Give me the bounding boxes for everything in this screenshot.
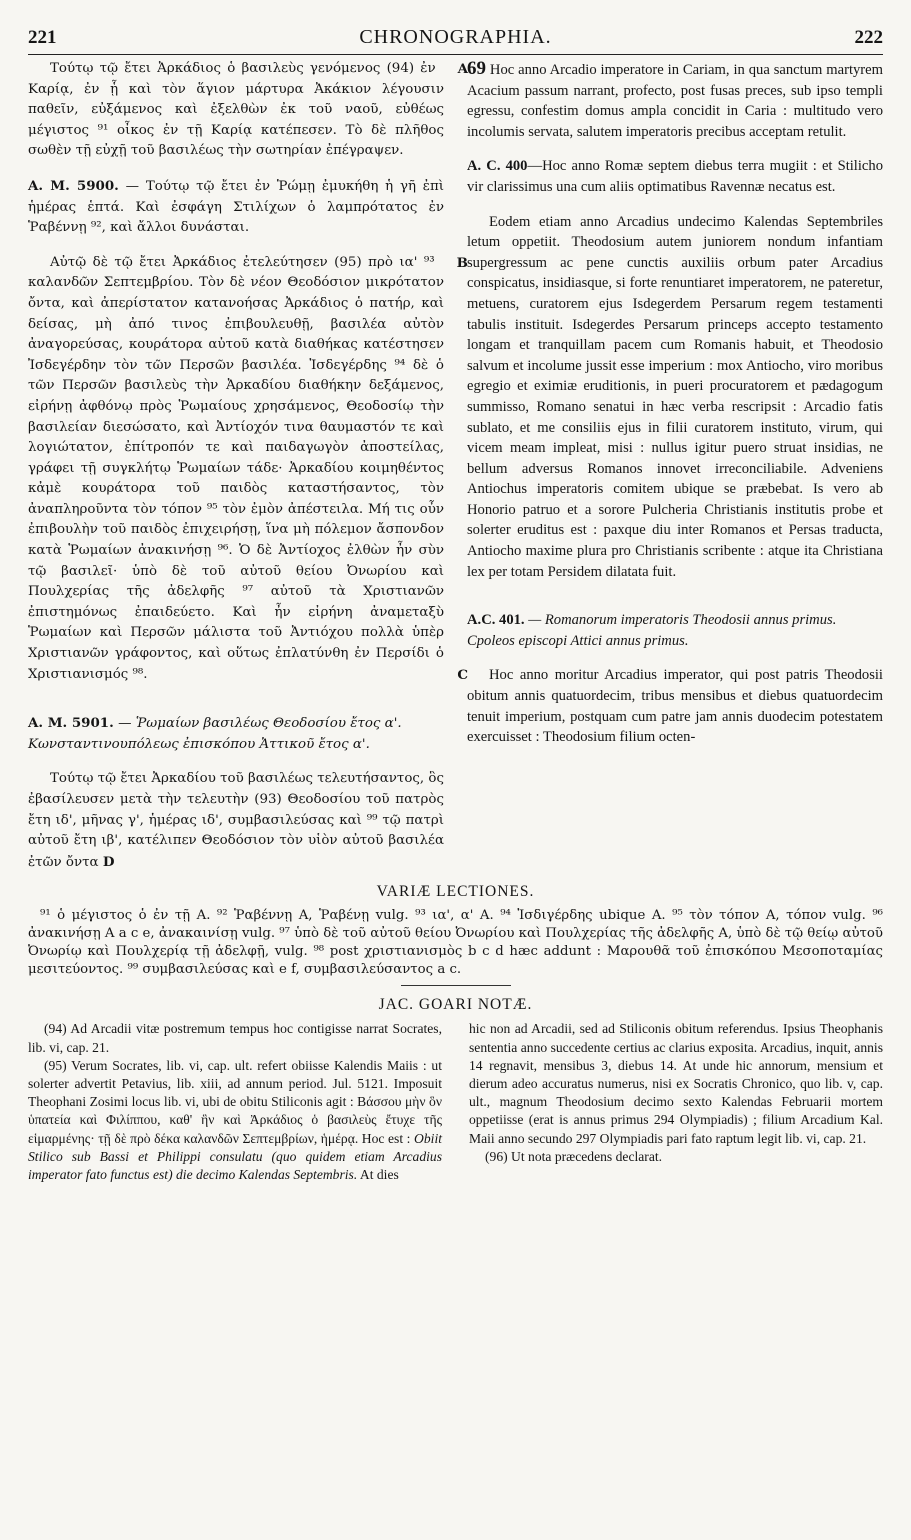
greek-heading-bishop: Κωνσταντινουπόλεως ἐπισκόπου Ἀττικοῦ ἔτος α'. — [28, 736, 370, 752]
margin-letter-c: C — [457, 666, 468, 683]
note-95-text: (95) Verum Socrates, lib. vi, cap. ult. refert obiisse Kalendis Maiis : ut solerter advertit Petavius, lib. xiii, ad annum period. Jul. 5121. Imposuit Theophani Zosimi locus lib. vi, ubi de obitu Stiliconis agit : Βάσσου μὴν ὃν ὑπατεία καὶ Φιλίππου, καθ' ἣν καὶ Ἀρκάδιος ὁ βασιλεὺς ἔτυχε τῆς εἱμαρμένης· τῇ δὲ πρὸ δέκα καλανδῶν Σεπτεμβρίων, ἡμέρᾳ. Hoc est : — [28, 1057, 442, 1146]
latin-year-400: A. C. 400 — [467, 158, 528, 175]
margin-letter-b: B — [456, 254, 468, 271]
latin-paragraph-3: Eodem etiam anno Arcadius undecimo Kalendas Septembriles letum oppetiit. Theodosium autem juniorem nondum infantiam supergressum ac pene cunctis auxiliis orbum pater Arcadius conspicatus, insidiasque, si forte renuntiaret imperatorem, ne pateretur, metuens, curatorem ejus Isdegerdem Persarum regem testamenti tabulis instituit. Isdegerdes Persarum princeps accepto testamento longam et tranquillam pacem cum Romanis habuit, et Theodosio salvum et incolume jussit esse imperium : mox Antiocho, viro moribus egregio et eximiæ eruditionis, in pueri procuratorem et pædagogum summisso, Romano senatui in hæc verba rescripsit : Arcadio fatis sublato, et me consiliis ejus in filii curatorem instituto, virum, qui vicem meam impleat, misi : nullus igitur puero struat insidias, ne bellum adversus Romanos innovet irreconciliabile. Adveniens Antiochus imperatoris comitem ubique se præbebat. Is vero ab Honorio patruo et a sorore Pulcheria Christianis institutis probe et solerter eruditus est : paxque diu inter Romanos et Persas traducta, Antiocho maxime plura pro Christianis scribente : atque ita Christiana lex per totam Persidem dilatata fuit. — [467, 213, 883, 580]
notes-right-column — [469, 1020, 883, 1184]
latin-paragraph-1: Hoc anno Arcadio imperatore in Cariam, in qua sanctum martyrem Acacium passum narrant, profecto, post fusas preces, sub ipso templi egressu, confestim domus ampla concidit in Caria : multitudo vero incolumis servata, salutem imperatoris precibus acceptam retulit. — [467, 62, 883, 140]
note-94: (94) Ad Arcadii vitæ postremum tempus hoc contigisse narrat Socrates, lib. vi, cap. 21. — [28, 1021, 442, 1055]
latin-heading-bishop: Cpoleos episcopi Attici annus primus. — [467, 632, 689, 649]
note-95-italic: Obiit Stilico sub Bassi et Philippi consulatu (quo quidem etiam Arcadius imperator fato functus est) die decimo Kalendas Septembris. — [28, 1130, 442, 1182]
greek-paragraph-1: Τούτῳ τῷ ἔτει Ἀρκάδιος ὁ βασιλεὺς γενόμενος (94) ἐν Καρίᾳ, ἐν ᾗ καὶ τὸν ἅγιον μάρτυρα Ἀκάκιον λέγουσιν παθεῖν, εὐξάμενος καὶ ἐξελθὼν ἐκ τοῦ ναοῦ, εὐθέως μέγιστος ⁹¹ οἶκος ἐν τῇ Καρίᾳ κατέπεσεν. Τὸ δὲ πλῆθος σωθὲν τῇ εὐχῇ τοῦ βασιλέως τὴν σωτηρίαν ἐπέγραψεν. — [28, 61, 444, 159]
note-95-tail: At dies — [359, 1167, 399, 1182]
page — [28, 26, 883, 1184]
margin-letter-a: A — [457, 61, 468, 77]
greek-column — [28, 59, 468, 873]
variae-lectiones — [28, 907, 883, 979]
running-title: CHRONOGRAPHIA. — [359, 26, 552, 48]
greek-paragraph-3: Αὐτῷ δὲ τῷ ἔτει Ἀρκάδιος ἐτελεύτησεν (95) πρὸ ια' ⁹³ καλανδῶν Σεπτεμβρίου. Τὸν δὲ νέον Θεοδόσιον μικρότατον ὄντα, καὶ ἀπερίστατον κατανοήσας Ἀρκάδιος ὁ πατήρ, καὶ δείσας, μὴ ἀπό τινος ἐπιβουλευθῇ, βασιλέα αὐτὸν ἀναγορεύσας, κουράτορα αὐτοῦ κατὰ διαθήκας κατέστησεν Ἰσδεγέρδην τὸν τῶν Περσῶν βασιλέα. Ἰσδεγέρδης ⁹⁴ δὲ ὁ τῶν Περσῶν βασιλεὺς τὴν Ἀρκαδίου διαθήκην δεξάμενος, εἰρήνῃ ἀφθόνῳ πρὸς Ῥωμαίους χρησάμενος, Θεοδοσίῳ τὴν βασιλείαν διεσώσατο, καὶ Ἀντίοχόν τινα θαυμαστόν τε καὶ λογιώτατον, ἐπίτροπόν τε καὶ παιδαγωγὸν ἀποστείλας, γράφει τῇ συγκλήτῳ Ῥωμαίων τάδε· Ἀρκαδίου κοιμηθέντος κἀμὲ κουράτορα τοῦ παιδὸς καταστήσαντος, τὸν ἀναπληροῦντα τὸν τόπον ⁹⁵ τὸν ἐμὸν ἀπέστειλα. Μή τις οὖν ἐπιβουλὴν τοῦ παιδὸς ἐπιχειρήσῃ, ἵνα μὴ πόλεμον ἄσπονδον κατὰ Ῥωμαίων ἀνακινήσῃ ⁹⁶. Ὁ δὲ Ἀντίοχος ἐλθὼν ἦν σὺν τῷ βασιλεῖ· ὑπὸ δὲ τοῦ αὐτοῦ θείου Ὀνωρίου καὶ Πουλχερίας τῆς ἀδελφῆς ⁹⁷ αὐτοῦ τὰ Χριστιανῶν ἐπιστημόνως ἐπαιδεύετο. Καὶ ἦν εἰρήνη ἀναμεταξὺ Ῥωμαίων καὶ Περσῶν μάλιστα τοῦ Ἀντιόχου πολλὰ ὑπὲρ Χριστιανῶν γράφοντος, καὶ οὕτως ἐπλατύνθη ἐν Περσίδι ὁ Χριστιανισμός ⁹⁸. — [28, 254, 444, 682]
variae-text: ⁹¹ ὁ μέγιστος ὁ ἐν τῇ A. ⁹² Ῥαβέννῃ A, Ῥαβένῃ vulg. ⁹³ ια', α' A. ⁹⁴ Ἰσδιγέρδης ubique A. ⁹⁵ τὸν τόπον A, τόπον vulg. ⁹⁶ ἀνακινήσῃ A a c e, ἀνακαινίσῃ vulg. ⁹⁷ ὑπὸ δὲ τοῦ αὐτοῦ θείου Ὀνωρίου καὶ Πουλχερίας τῆς ἀδελφῆς A, ὑπὸ δὲ τῷ θείῳ αὐτοῦ Ὀνωρίῳ καὶ Πουλχερίᾳ τῇ ἀδελφῇ, vulg. ⁹⁸ post χριστιανισμὸς b c d hæc addunt : Μαρουθᾶ τοῦ ἐπισκόπου Μεσοποταμίας μεσιτεύοντος. ⁹⁹ συμβασιλεύσας καὶ e f, συμβασιλεύσαντος a c. — [28, 908, 883, 978]
latin-column — [467, 59, 883, 873]
divider — [401, 985, 511, 986]
greek-year-5901: A. M. 5901. — [28, 715, 114, 732]
variae-heading: VARIÆ LECTIONES. — [376, 883, 535, 901]
page-header — [28, 26, 883, 55]
notes-columns — [28, 1020, 883, 1184]
greek-year-5900: A. M. 5900. — [28, 177, 119, 194]
note-95-continued: hic non ad Arcadii, sed ad Stiliconis obitum referendus. Ipsius Theophanis sententia anno succedente certius ac clarius exposita. Arcadius, inquit, annis 14 regnavit, mensibus 3, diebus 14. At unde hic annorum, mensium et dierum adeo accuratus numerus, nisi ex Socratis Chronico, quo lib. v, cap. ult., magnum Theodosium decimo sexto Kalendas Februarii mortem oppetiisse (erat is annus primus 294 Olympiadis) ; filium Arcadium Kal. Maii anno secundo 297 Olympiadis pari fato raptum legit lib. vi, cap. 21. — [469, 1021, 883, 1146]
notes-heading: JAC. GOARI NOTÆ. — [378, 996, 533, 1014]
greek-paragraph-4: Τούτῳ τῷ ἔτει Ἀρκαδίου τοῦ βασιλέως τελευτήσαντος, ὃς ἐβασίλευσεν μετὰ τὴν τελευτὴν (93) Θεοδοσίου τοῦ πατρὸς ἔτη ιδ', μῆνας γ', ἡμέρας ιδ', συμβασιλεύσας καὶ ⁹⁹ τῷ πατρὶ αὐτοῦ ἔτη ιβ', κατέλιπεν Θεοδόσιον τὸν υἱὸν αὐτοῦ βασιλέα ἐτῶν ὄντα — [28, 771, 444, 870]
margin-letter-d: D — [102, 853, 115, 870]
latin-paragraph-2: —Hoc anno Romæ septem diebus terra mugiit : et Stilicho vir clarissimus una cum aliis optimatibus Ravennæ necatus est. — [467, 158, 883, 195]
left-page-number: 221 — [28, 27, 57, 48]
latin-heading-emperor: — Romanorum imperatoris Theodosii annus primus. — [528, 612, 837, 629]
latin-paragraph-4: Hoc anno moritur Arcadius imperator, qui post patris Theodosii obitum annis quatuordecim, tribus mensibus et diebus quatuordecim tenuit imperium, postquam cum patre jam annis duodecim potestatem exercuisset : Theodosium filium octen- — [467, 667, 883, 746]
greek-heading-emperor: — Ῥωμαίων βασιλέως Θεοδοσίου ἔτος α'. — [118, 716, 402, 732]
main-columns — [28, 59, 883, 873]
notes-left-column — [28, 1020, 442, 1184]
note-96: (96) Ut nota præcedens declarat. — [485, 1148, 663, 1164]
latin-year-401: A.C. 401. — [467, 612, 525, 629]
column-number: 69 — [467, 58, 486, 79]
right-page-number: 222 — [854, 27, 883, 48]
greek-paragraph-2: — Τούτῳ τῷ ἔτει ἐν Ῥώμῃ ἐμυκήθη ἡ γῆ ἐπὶ ἡμέρας ἑπτά. Καὶ ἐσφάγη Στιλίχων ὁ λαμπρότατος ἐν Ῥαβέννῃ ⁹², καὶ ἄλλοι δυνάσται. — [28, 178, 445, 236]
